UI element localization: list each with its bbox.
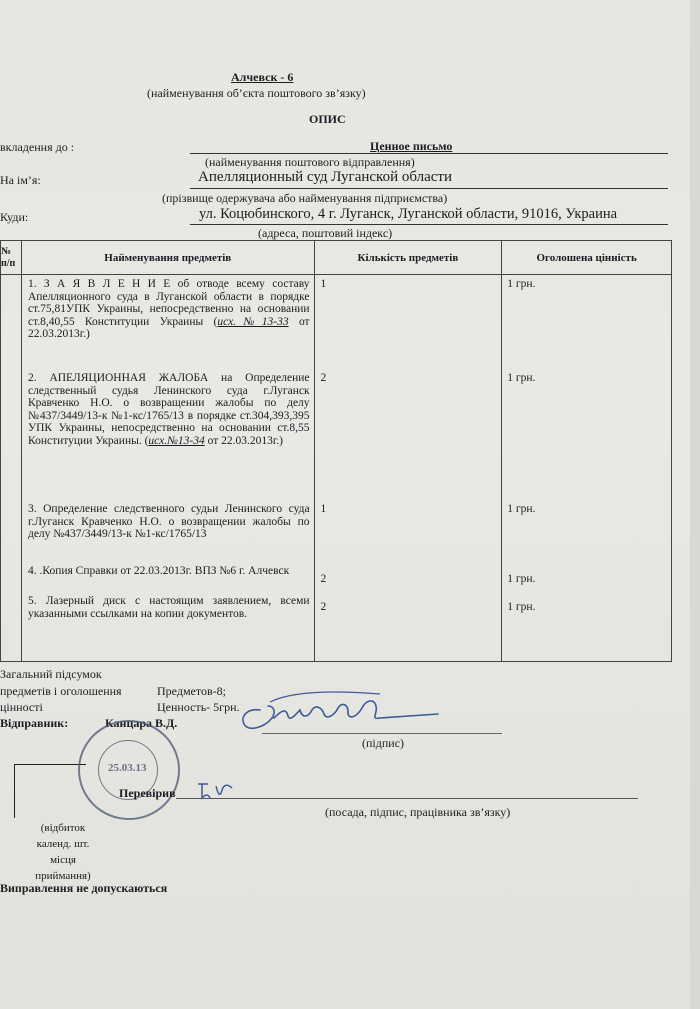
declared-value: 1 грн.: [507, 503, 536, 515]
signature-underline: [262, 733, 502, 734]
post-office-name: Алчевск - 6: [231, 70, 294, 84]
summary-count: Предметов-8;: [157, 684, 226, 698]
quantity-cell: [314, 275, 502, 662]
declared-value: 1 грн.: [507, 372, 536, 384]
item-ref: исх.№13-34: [148, 434, 205, 447]
checked-underline: [176, 798, 638, 799]
imprint-box-top: [14, 764, 86, 765]
quantity-value: 2: [320, 573, 327, 585]
quantity-value: 1: [320, 503, 327, 515]
list-item: 5. Лазерный диск с настоящим заявлением, всеми указанными ссылками на копии документов.: [27, 595, 310, 620]
items-table: [0, 240, 672, 662]
sender-name: Канцара В.Д.: [105, 716, 178, 730]
recipient-underline: [190, 188, 668, 189]
address-underline: [190, 224, 668, 225]
quantity-value: 1: [320, 278, 327, 290]
document-title: ОПИС: [309, 112, 346, 126]
imprint-caption: (відбиток календ. шт. місця приймання): [35, 822, 91, 882]
enclosure-label: вкладення до :: [0, 140, 75, 154]
recipient-value: Апелляционный суд Луганской области: [198, 169, 452, 185]
item-ref: исх.№13-33: [217, 315, 289, 328]
signature-image: [230, 688, 450, 736]
postal-stamp: [78, 720, 180, 820]
list-item: 4. .Копия Справки от 22.03.2013г. ВПЗ №6 г. Алчевск: [27, 565, 290, 577]
post-office-caption: (найменування об’єкта поштового зв’язку): [147, 86, 366, 100]
summary-value: Ценность- 5грн.: [157, 700, 240, 714]
number-cell: [1, 275, 22, 662]
address-label: Куди:: [0, 210, 29, 224]
items-cell: [21, 275, 314, 662]
footer-note: Виправлення не допускаються: [0, 881, 168, 895]
enclosure-underline: [190, 153, 668, 154]
list-item: 1. З А Я В Л Е Н И Е об отводе всему составу Апелляционного суда в Луганской области в порядке ст.75,81УПК Украины, непосредственно на основании ст.8,40,55 Конституции Украины (исх.№13-33 от 22.03.2013г.): [27, 278, 310, 341]
declared-value: 1 грн.: [507, 278, 536, 290]
column-header-value: Оголошена цінність: [502, 241, 672, 275]
declared-value: 1 грн.: [507, 601, 536, 613]
checker-initials: [196, 780, 236, 807]
enclosure-value: Ценное письмо: [370, 139, 453, 153]
table-body-row: [1, 275, 672, 662]
column-header-quantity: Кількість предметів: [314, 241, 502, 275]
imprint-box-left: [14, 764, 15, 818]
signature-caption: (підпис): [362, 736, 405, 750]
enclosure-caption: (найменування поштового відправлення): [205, 155, 415, 169]
recipient-caption: (прізвище одержувача або найменування підприємства): [162, 191, 448, 205]
list-item: 2. АПЕЛЯЦИОННАЯ ЖАЛОБА на Определение следственный судья Ленинского суда г.Луганск Кравченко Н.О. о возвращении жалобы по делу №437/3449/13-к №1-кс/1765/13 в порядке ст.304,393,395 УПК Украины, непосредственно на основании ст.8,55 Конституции Украины. (исх.№13-34 от 22.03.2013г.): [27, 372, 310, 447]
list-item: 3. Определение следственного судьи Ленинского суда г.Луганск Кравченко Н.О. о возвращении жалобы по делу №437/3449/13-к №1-кс/1765/13: [27, 503, 310, 541]
value-cell: [502, 275, 672, 662]
quantity-value: 2: [320, 601, 327, 613]
quantity-value: 2: [320, 372, 327, 384]
sender-label: Відправник:: [0, 716, 69, 730]
declared-value: 1 грн.: [507, 573, 536, 585]
checked-label: Перевірив: [119, 786, 176, 800]
summary-line-1: Загальний підсумок: [0, 667, 102, 681]
address-caption: (адреса, поштовий індекс): [258, 226, 393, 240]
column-header-items: Найменування предметів: [21, 241, 314, 275]
table-header-row: [1, 241, 672, 275]
stamp-date: 25.03.13: [108, 762, 147, 774]
summary-line-2: предметів і оголошення: [0, 684, 122, 698]
recipient-label: На ім’я:: [0, 173, 41, 187]
checked-caption: (посада, підпис, працівника зв’язку): [325, 805, 511, 819]
column-header-number: № п/п: [1, 241, 22, 275]
address-value: ул. Коцюбинского, 4 г. Луганск, Луганской области, 91016, Украина: [199, 206, 618, 222]
summary-line-3: цінності: [0, 700, 43, 714]
